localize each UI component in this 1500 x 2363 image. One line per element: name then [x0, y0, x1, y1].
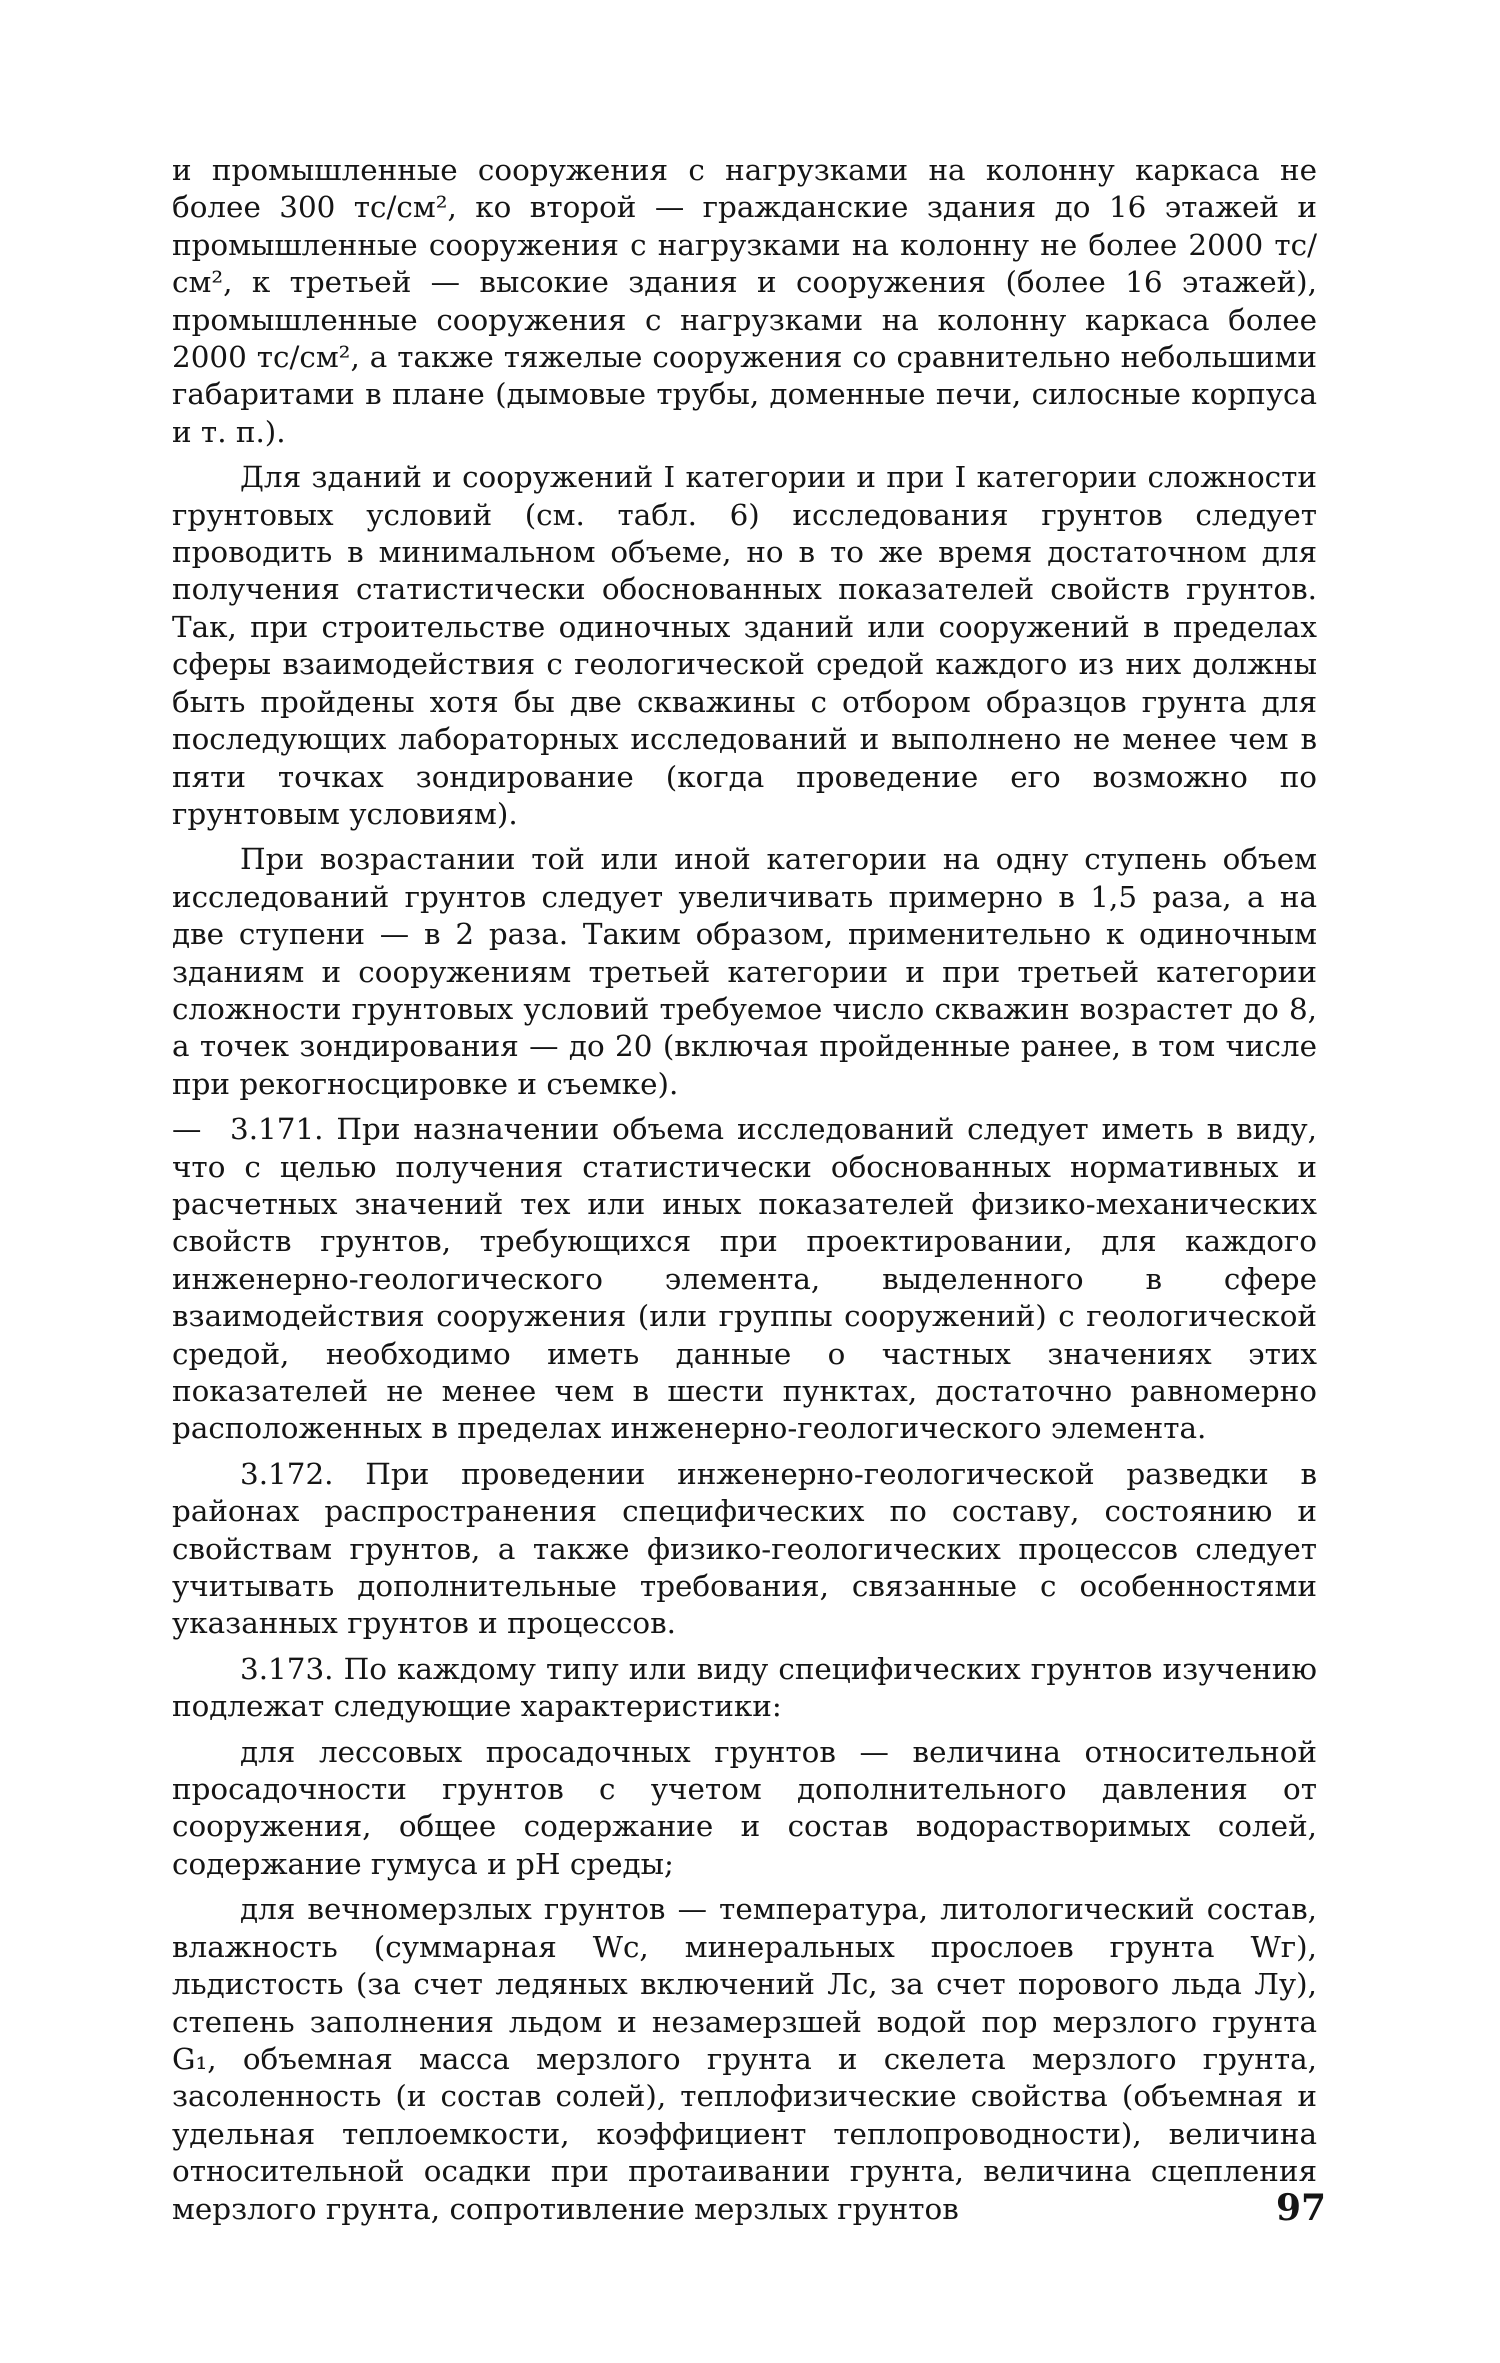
margin-mark: —: [172, 1112, 202, 1147]
paragraph-section-3-172: 3.172. При проведении инженерно-геологической разведки в районах распространения специфических по составу, состоянию и свойствам грунтов, а также физико-геологических процессов следует учитывать дополнительные требования, связанные с особенностями указанных грунтов и процессов.: [172, 1456, 1317, 1641]
section-3-171-text: 3.171. При назначении объема исследований следует иметь в виду, что с целью получения статистически обоснованных нормативных и расчетных значений тех или иных показателей физико-механических свойств грунтов, требующихся при проектировании, для каждого инженерно-геологического элемента, выделенного в сфере взаимодействия сооружения (или группы сооружений) с геологической средой, необходимо иметь данные о частных значениях этих показателей не менее чем в шести пунктах, достаточно равномерно расположенных в пределах инженерно-геологического элемента.: [172, 1112, 1317, 1446]
paragraph-category-increase: При возрастании той или иной категории на одну ступень объем исследований грунтов следует увеличивать примерно в 1,5 раза, а на две ступени — в 2 раза. Таким образом, применительно к одиночным зданиям и сооружениям третьей категории и при третьей категории сложности грунтовых условий требуемое число скважин возрастет до 8, а точек зондирования — до 20 (включая пройденные ранее, в том числе при рекогносцировке и съемке).: [172, 842, 1317, 1101]
page-number: 97: [1276, 2187, 1327, 2229]
paragraph-section-3-173: 3.173. По каждому типу или виду специфических грунтов изучению подлежат следующие характеристики:: [172, 1651, 1317, 1724]
paragraph-continued: и промышленные сооружения с нагрузками на колонну каркаса не более 300 тс/см², ко второй — гражданские здания до 16 этажей и промышленные сооружения с нагрузками на колонну не более 2000 тс/см², к третьей — высокие здания и сооружения (более 16 этажей), промышленные сооружения с нагрузками на колонну каркаса более 2000 тс/см², а также тяжелые сооружения со сравнительно небольшими габаритами в плане (дымовые трубы, доменные печи, силосные корпуса и т. п.).: [172, 153, 1317, 449]
paragraph-permafrost-soils: для вечномерзлых грунтов — температура, литологический состав, влажность (суммарная Wс, минеральных прослоев грунта Wг), льдистость (за счет ледяных включений Лс, за счет порового льда Лу), степень заполнения льдом и незамерзшей водой пор мерзлого грунта G₁, объемная масса мерзлого грунта и скелета мерзлого грунта, засоленность (и состав солей), теплофизические свойства (объемная и удельная теплоемкости, коэффициент теплопроводности), величина относительной осадки при протаивании грунта, величина сцепления мерзлого грунта, сопротивление мерзлых грунтов: [172, 1892, 1317, 2226]
paragraph-soil-category-one: Для зданий и сооружений I категории и при I категории сложности грунтовых условий (см. табл. 6) исследования грунтов следует проводить в минимальном объеме, но в то же время достаточном для получения статистически обоснованных показателей свойств грунтов. Так, при строительстве одиночных зданий или сооружений в пределах сферы взаимодействия с геологической средой каждого из них должны быть пройдены хотя бы две скважины с отбором образцов грунта для последующих лабораторных исследований и выполнено не менее чем в пяти точках зондирование (когда проведение его возможно по грунтовым условиям).: [172, 460, 1317, 831]
page-body: [172, 152, 1317, 2228]
paragraph-loess-soils: для лессовых просадочных грунтов — величина относительной просадочности грунтов с учетом дополнительного давления от сооружения, общее содержание и состав водорастворимых солей, содержание гумуса и pH среды;: [172, 1734, 1317, 1881]
paragraph-section-3-171: [172, 1111, 1317, 1448]
